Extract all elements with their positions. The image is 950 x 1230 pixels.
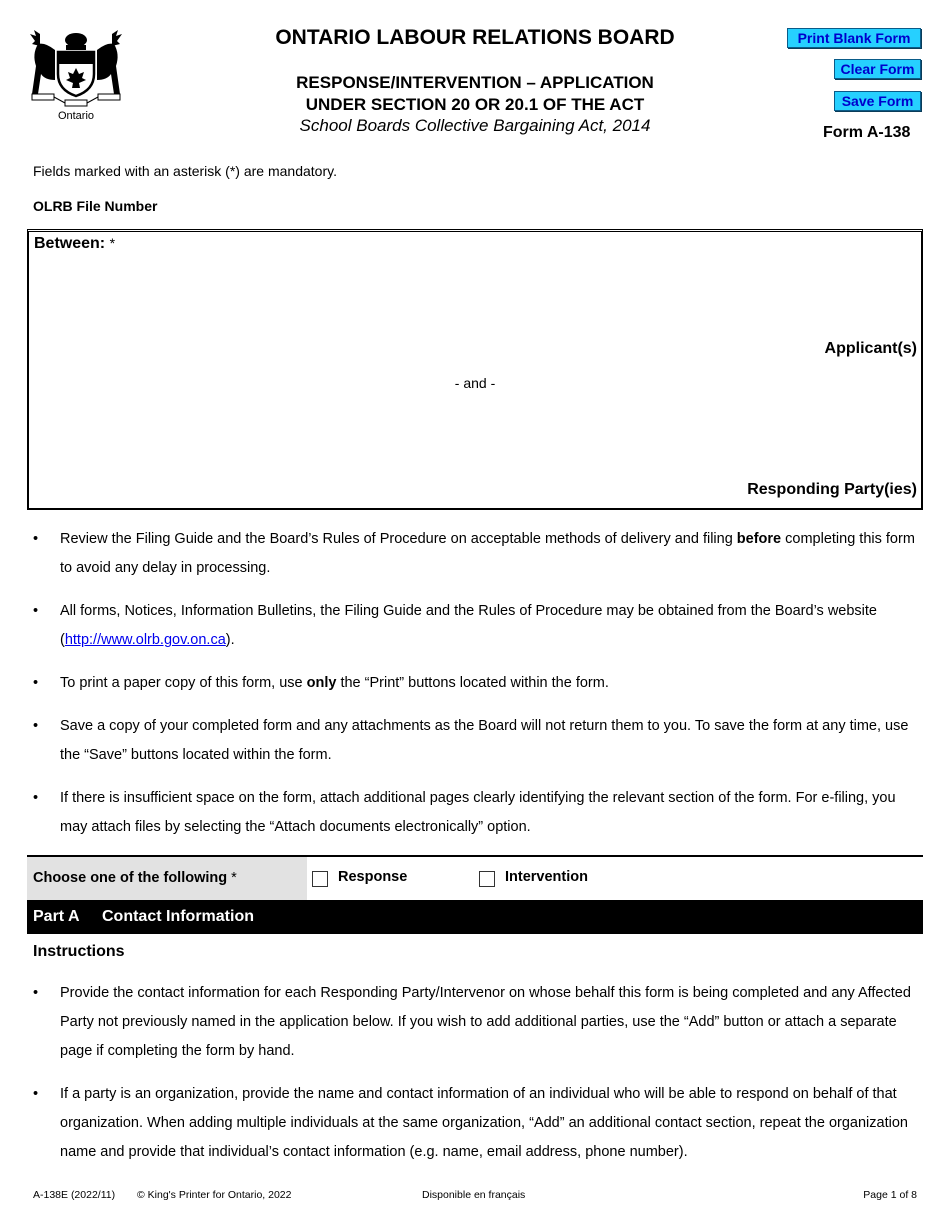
part-a-header [27,900,923,934]
and-separator: - and - [454,375,496,391]
intervention-checkbox[interactable] [479,871,495,887]
form-id: Form A-138 [823,124,911,141]
footer-page-number: Page 1 of 8 [863,1189,917,1201]
part-a-id: Part A [33,908,80,925]
required-asterisk: * [109,235,116,251]
part-a-title: Contact Information [102,908,254,925]
form-action-buttons [787,28,922,128]
instructions-heading: Instructions [33,943,125,960]
footer-copyright: © King's Printer for Ontario, 2022 [137,1189,292,1201]
part-a-instructions-list [33,979,923,1181]
list-item: • Review the Filing Guide and the Board’s Rules of Procedure on acceptable methods of delivery and filing before completing this form to avoid any delay in processing. [33,525,923,583]
olrb-website-link[interactable]: http://www.olrb.gov.on.ca [64,632,226,648]
form-title-line1: RESPONSE/INTERVENTION – APPLICATION [296,73,654,92]
list-item: • All forms, Notices, Information Bulletins, the Filing Guide and the Rules of Procedure may be obtained from the Board’s website (http://www.olrb.gov.on.ca). [33,597,923,655]
choose-one-row [27,855,923,903]
list-item: • Provide the contact information for each Responding Party/Intervenor on whose behalf this form is being completed and any Affected Party not previously named in the application below. If you wish to add additional parties, use the “Add” button or attach a separate page if completing the form by hand. [33,979,923,1066]
responding-party-label: Responding Party(ies) [747,481,917,498]
parties-box[interactable] [27,229,923,510]
list-item: • To print a paper copy of this form, use only the “Print” buttons located within the form. [33,669,923,698]
intervention-checkbox-label[interactable]: Intervention [505,869,588,885]
list-item: • If a party is an organization, provide the name and contact information of an individual who will be able to respond on behalf of that organization. When adding multiple individuals at the same organization, “Add” an additional contact section, repeat the organization name and provide that individual’s contact information (e.g. name, email address, phone number). [33,1080,923,1167]
required-asterisk: * [231,870,237,886]
save-form-button[interactable]: Save Form [834,91,921,111]
response-checkbox-label[interactable]: Response [338,869,408,885]
intro-bullet-list [33,525,923,856]
form-title [200,72,750,116]
list-item: • Save a copy of your completed form and any attachments as the Board will not return them to you. To save the form at any time, use the “Save” buttons located within the form. [33,712,923,770]
act-name: School Boards Collective Bargaining Act, 2014 [299,116,651,135]
between-label [34,235,115,253]
between-label-text: Between: [34,235,106,252]
applicant-label: Applicant(s) [824,340,917,357]
olrb-file-number-label: OLRB File Number [33,198,158,214]
footer-form-code: A-138E (2022/11) [33,1189,116,1201]
logo-caption: Ontario [57,110,95,122]
form-title-line2: UNDER SECTION 20 OR 20.1 OF THE ACT [305,95,645,114]
mandatory-note: Fields marked with an asterisk (*) are mandatory. [33,163,337,179]
print-blank-form-button[interactable]: Print Blank Form [787,28,921,48]
clear-form-button[interactable]: Clear Form [834,59,921,79]
response-checkbox[interactable] [312,871,328,887]
board-name: ONTARIO LABOUR RELATIONS BOARD [275,26,675,49]
footer-french-availability: Disponible en français [422,1189,526,1201]
list-item: • If there is insufficient space on the form, attach additional pages clearly identifying the relevant section of the form. For e-filing, you may attach files by selecting the “Attach documents electronically” option. [33,784,923,842]
choose-one-label: Choose one of the following * [27,857,307,903]
